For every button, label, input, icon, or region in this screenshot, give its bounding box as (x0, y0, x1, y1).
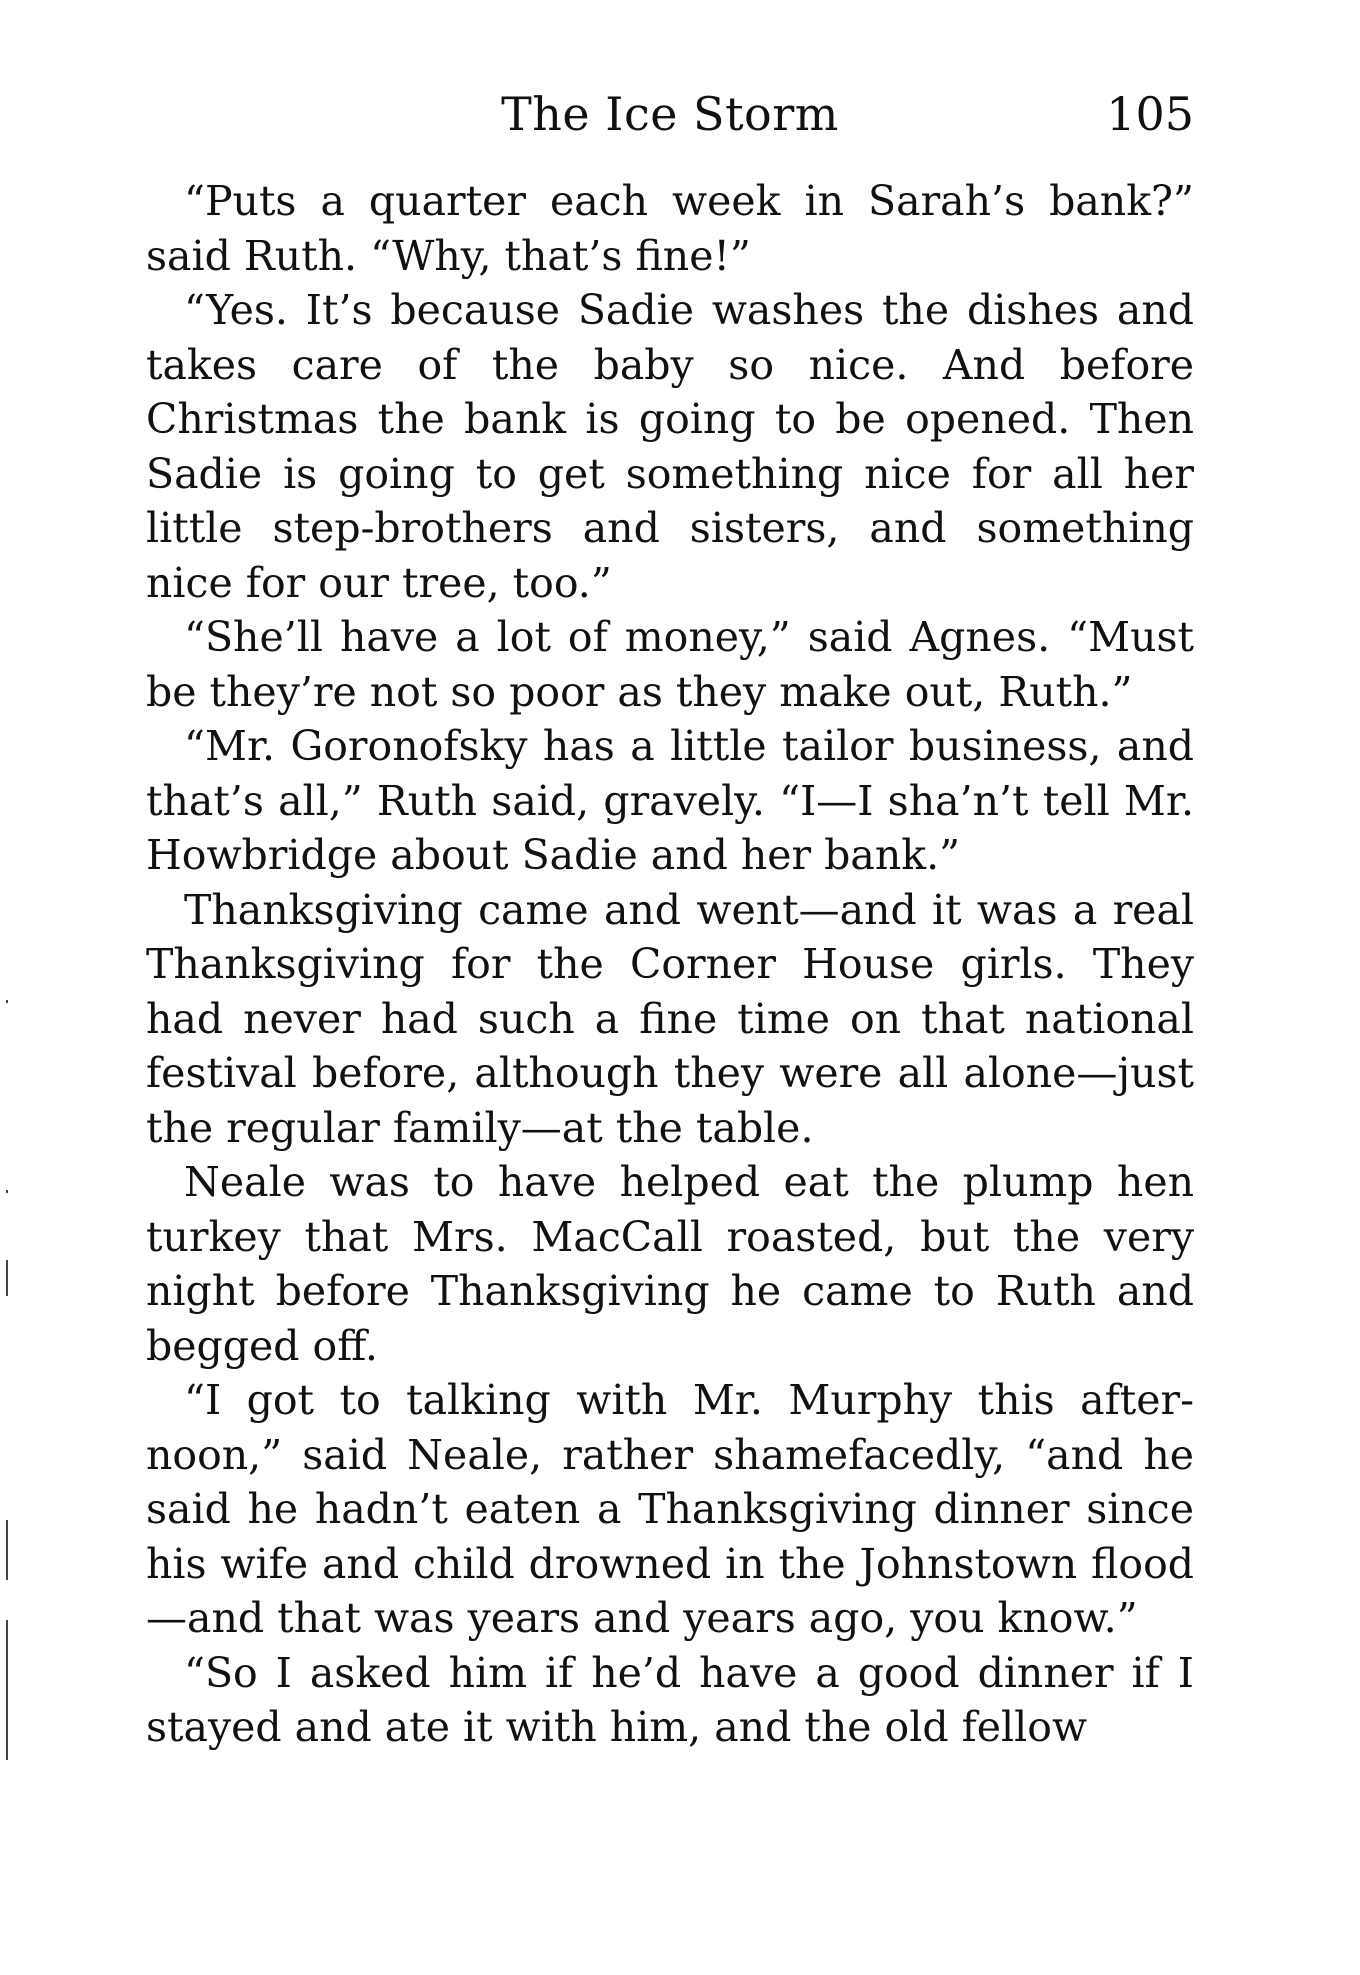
scan-speck (6, 1260, 8, 1296)
scan-speck (6, 1620, 8, 1760)
scan-speck (6, 1520, 8, 1580)
paragraph: “Yes. It’s because Sadie washes the dishes and takes care of the baby so nice. And before Christmas the bank is going to be opened. Then Sadie is going to get something nice for all her little step-brothers and sisters, and something nice for our tree, too.” (146, 286, 1194, 607)
body-text (146, 174, 1194, 1755)
paragraph: Neale was to have helped eat the plump hen turkey that Mrs. MacCall roasted, but the very night before Thanksgiving he came to Ruth and begged off. (146, 1158, 1194, 1370)
paragraph: “I got to talking with Mr. Murphy this afternoon,” said Neale, rather shamefacedly, “and he said he hadn’t eaten a Thanksgiving dinner since his wife and child drowned in the Johnstown flood—and that was years and years ago, you know.” (146, 1376, 1194, 1642)
running-header (146, 84, 1194, 144)
paragraph: “So I asked him if he’d have a good dinner if I stayed and ate it with him, and the old fellow (146, 1648, 1194, 1751)
paragraph: “Puts a quarter each week in Sarah’s bank?” said Ruth. “Why, that’s fine!” (146, 177, 1194, 280)
scan-speck (6, 1190, 8, 1193)
chapter-title: The Ice Storm (501, 87, 839, 141)
page-number: 105 (1106, 87, 1194, 141)
paragraph: “She’ll have a lot of money,” said Agnes. “Must be they’re not so poor as they make out, Ruth.” (146, 613, 1194, 716)
scan-speck (6, 1000, 8, 1003)
paragraph: Thanksgiving came and went—and it was a real Thanksgiving for the Corner House girls. They had never had such a fine time on that national festival before, although they were all alone—just the regular family—at the table. (146, 885, 1194, 1152)
paragraph: “Mr. Goronofsky has a little tailor business, and that’s all,” Ruth said, gravely. “I—I sha’n’t tell Mr. Howbridge about Sadie and her bank.” (146, 722, 1194, 879)
scan-margin-specks (6, 1000, 10, 1780)
